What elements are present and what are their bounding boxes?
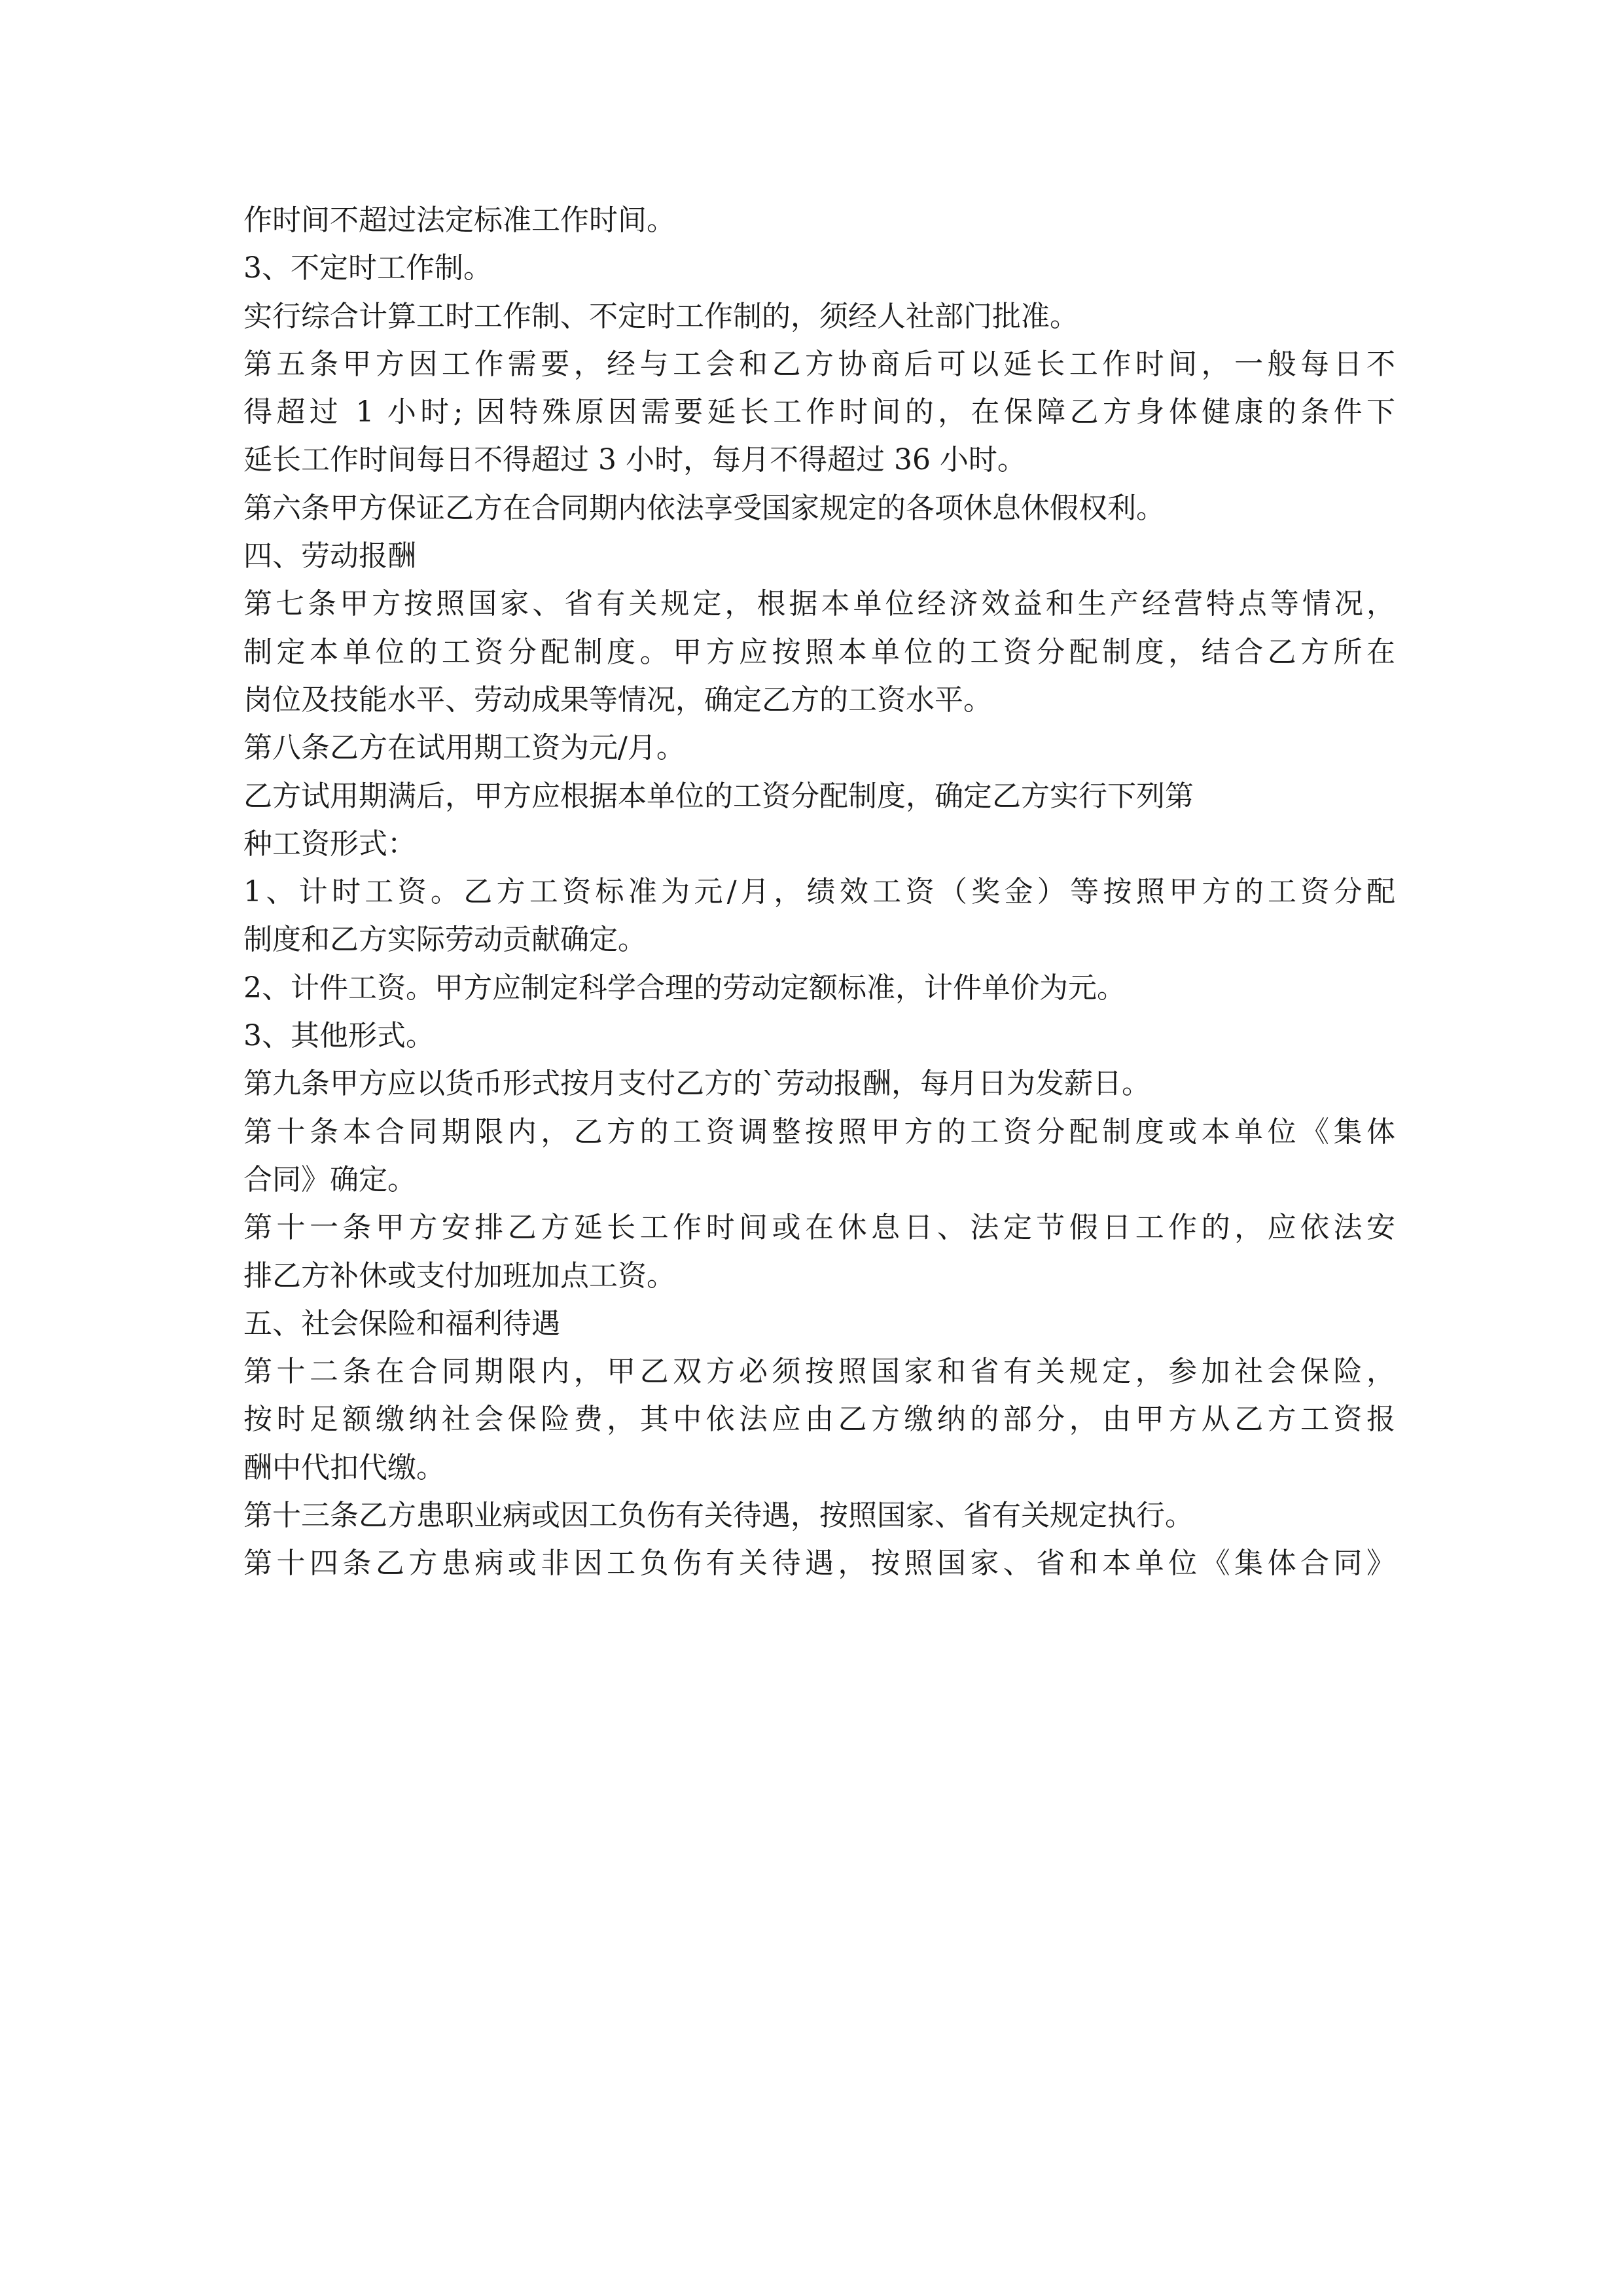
text-line: 第九条甲方应以货币形式按月支付乙方的`劳动报酬，每月日为发薪日。 bbox=[243, 1067, 1150, 1101]
document-body bbox=[243, 196, 1395, 1588]
text-line: 排乙方补休或支付加班加点工资。 bbox=[243, 1259, 675, 1293]
text-line: 五、社会保险和福利待遇 bbox=[243, 1306, 560, 1340]
text-line: 制度和乙方实际劳动贡献确定。 bbox=[243, 923, 647, 957]
text-line: 按时足额缴纳社会保险费，其中依法应由乙方缴纳的部分，由甲方从乙方工资报 bbox=[243, 1403, 1395, 1437]
text-line: 岗位及技能水平、劳动成果等情况，确定乙方的工资水平。 bbox=[243, 683, 992, 717]
text-line: 第七条甲方按照国家、省有关规定，根据本单位经济效益和生产经营特点等情况， bbox=[243, 587, 1395, 621]
text-line: 乙方试用期满后，甲方应根据本单位的工资分配制度，确定乙方实行下列第 bbox=[243, 779, 1194, 813]
text-line: 四、劳动报酬 bbox=[243, 539, 416, 573]
text-line: 作时间不超过法定标准工作时间。 bbox=[243, 204, 675, 237]
text-line: 第五条甲方因工作需要，经与工会和乙方协商后可以延长工作时间，一般每日不 bbox=[243, 347, 1395, 381]
text-line: 1、计时工资。乙方工资标准为元/月，绩效工资（奖金）等按照甲方的工资分配 bbox=[243, 875, 1395, 909]
text-line: 种工资形式： bbox=[243, 827, 416, 861]
text-line: 实行综合计算工时工作制、不定时工作制的，须经人社部门批准。 bbox=[243, 299, 1079, 333]
text-line: 第十四条乙方患病或非因工负伤有关待遇，按照国家、省和本单位《集体合同》 bbox=[243, 1547, 1395, 1581]
text-line: 第十一条甲方安排乙方延长工作时间或在休息日、法定节假日工作的，应依法安 bbox=[243, 1211, 1395, 1245]
text-line: 合同》确定。 bbox=[243, 1162, 416, 1196]
text-line: 延长工作时间每日不得超过 3 小时，每月不得超过 36 小时。 bbox=[243, 443, 1026, 477]
text-line: 2、计件工资。甲方应制定科学合理的劳动定额标准，计件单价为元。 bbox=[243, 971, 1126, 1005]
text-line: 第六条甲方保证乙方在合同期内依法享受国家规定的各项休息休假权利。 bbox=[243, 491, 1165, 525]
text-line: 酬中代扣代缴。 bbox=[243, 1450, 445, 1484]
text-line: 第十条本合同期限内，乙方的工资调整按照甲方的工资分配制度或本单位《集体 bbox=[243, 1115, 1395, 1149]
text-line: 3、不定时工作制。 bbox=[243, 251, 492, 285]
text-line: 第十二条在合同期限内，甲乙双方必须按照国家和省有关规定，参加社会保险， bbox=[243, 1355, 1395, 1389]
text-line: 3、其他形式。 bbox=[243, 1019, 435, 1053]
text-line: 第十三条乙方患职业病或因工负伤有关待遇，按照国家、省有关规定执行。 bbox=[243, 1499, 1194, 1533]
text-line: 制定本单位的工资分配制度。甲方应按照本单位的工资分配制度，结合乙方所在 bbox=[243, 635, 1395, 669]
text-line: 第八条乙方在试用期工资为元/月。 bbox=[243, 731, 685, 765]
text-line: 得超过 1 小时; 因特殊原因需要延长工作时间的，在保障乙方身体健康的条件下 bbox=[243, 395, 1395, 429]
